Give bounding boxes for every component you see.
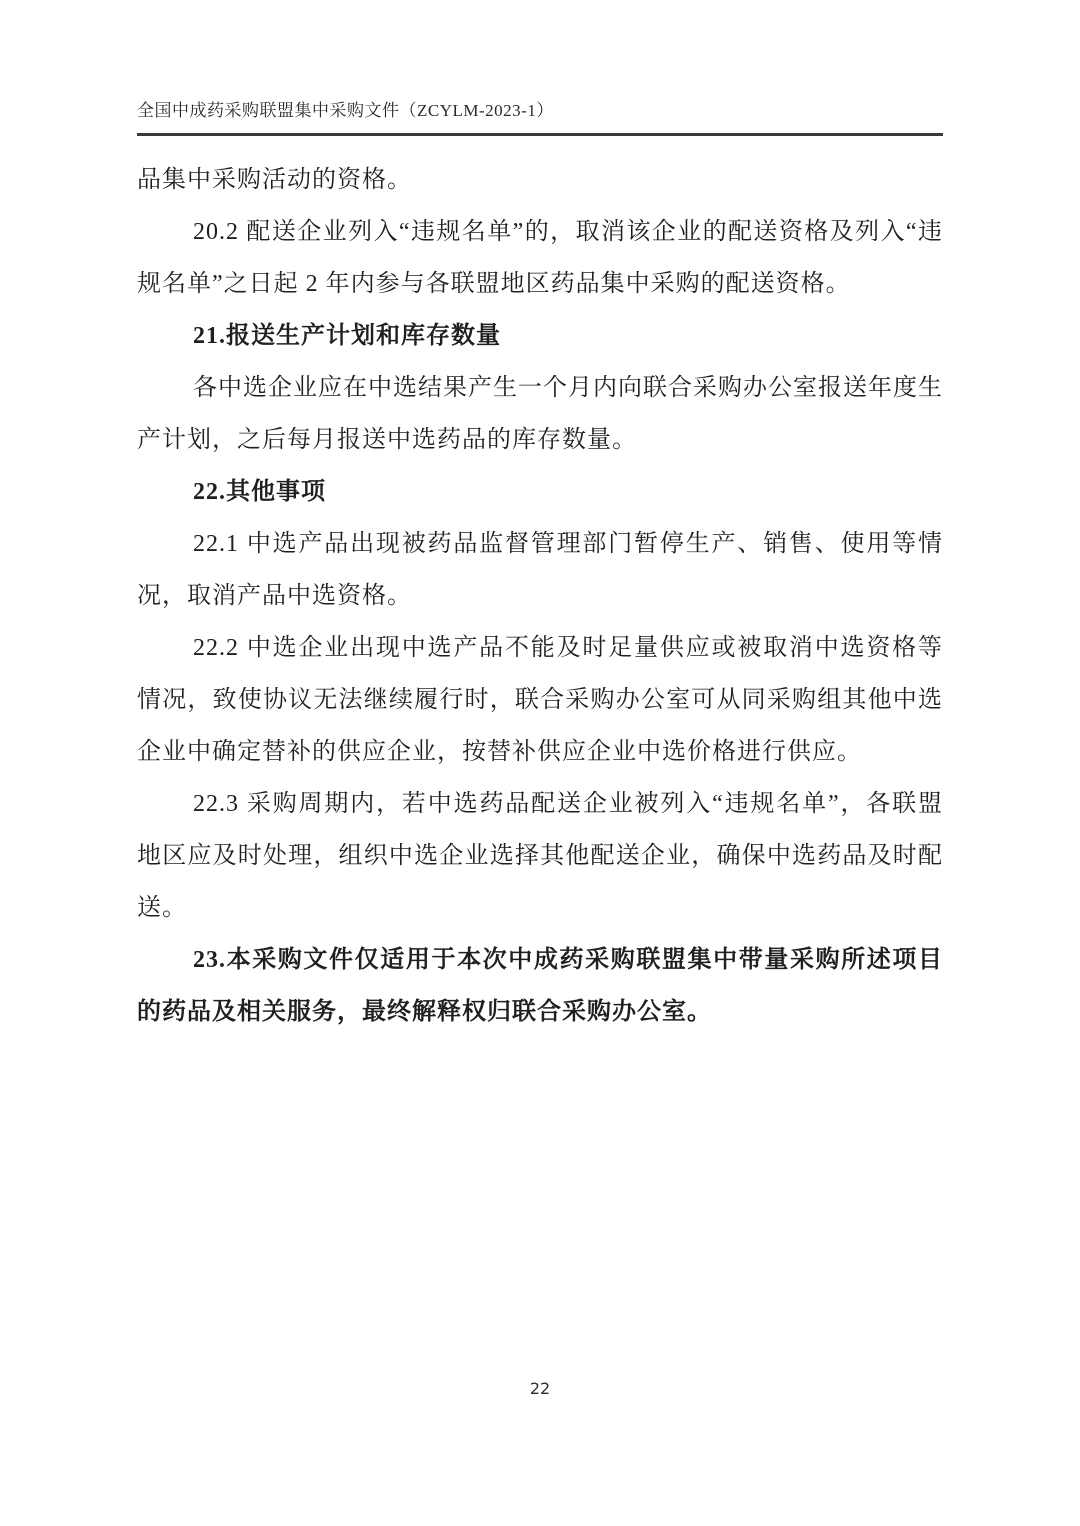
paragraph-22-2: 22.2 中选企业出现中选产品不能及时足量供应或被取消中选资格等情况，致使协议无法继续履行时，联合采购办公室可从同采购组其他中选企业中确定替补的供应企业，按替补供应企业中选价格进行供应。 — [137, 635, 943, 765]
paragraph-22-3: 22.3 采购周期内，若中选药品配送企业被列入“违规名单”，各联盟地区应及时处理，组织中选企业选择其他配送企业，确保中选药品及时配送。 — [137, 791, 943, 921]
paragraph-22-1: 22.1 中选产品出现被药品监督管理部门暂停生产、销售、使用等情况，取消产品中选资格。 — [137, 531, 943, 609]
paragraph-23: 23.本采购文件仅适用于本次中成药采购联盟集中带量采购所述项目的药品及相关服务，最终解释权归联合采购办公室。 — [137, 947, 943, 1025]
paragraph-continuation: 品集中采购活动的资格。 — [137, 167, 412, 193]
section-22-heading: 22.其他事项 — [193, 479, 326, 505]
header-title: 全国中成药采购联盟集中采购文件（ZCYLM-2023-1） — [137, 101, 554, 120]
page-number: 22 — [529, 1379, 551, 1398]
section-21-heading: 21.报送生产计划和库存数量 — [193, 323, 501, 349]
paragraph-20-2: 20.2 配送企业列入“违规名单”的，取消该企业的配送资格及列入“违规名单”之日起 2 年内参与各联盟地区药品集中采购的配送资格。 — [137, 219, 943, 297]
paragraph-21-body: 各中选企业应在中选结果产生一个月内向联合采购办公室报送年度生产计划，之后每月报送中选药品的库存数量。 — [137, 375, 943, 453]
document-body — [137, 154, 943, 1038]
page-header — [137, 96, 943, 136]
